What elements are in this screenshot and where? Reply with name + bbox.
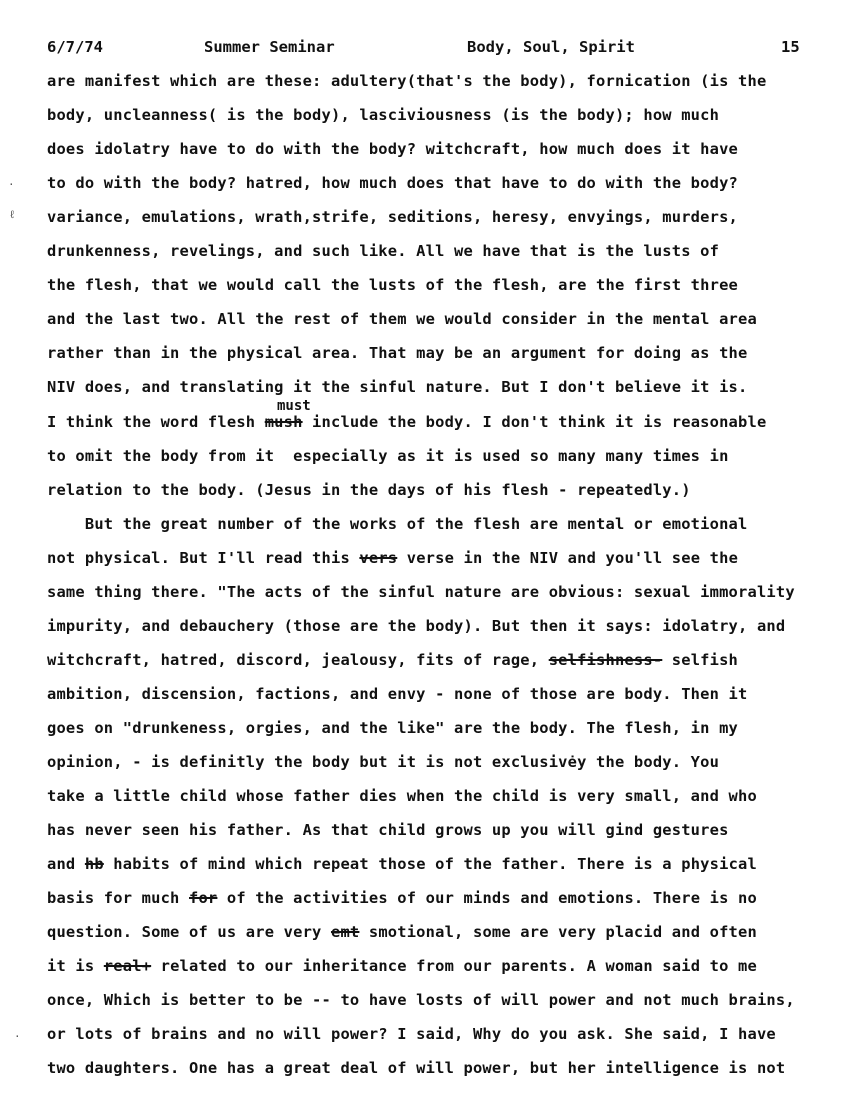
text-line: [47, 310, 757, 328]
handwritten-insertion: must: [277, 398, 311, 414]
line-text: impurity, and debauchery (those are the body). But then it says: idolatry, and: [47, 616, 786, 635]
line-text: to omit the body from it especially as it is used so many many times in: [47, 446, 729, 465]
line-text: ambition, discension, factions, and envy - none of those are body. Then it: [47, 684, 748, 703]
line-text: it is: [47, 957, 104, 976]
line-text: related to our inheritance from our parents. A woman said to me: [151, 957, 757, 976]
line-text: variance, emulations, wrath,strife, seditions, heresy, envyings, murders,: [47, 208, 739, 227]
line-text: include the body. I don't think it is reasonable: [302, 412, 767, 431]
text-line: [47, 515, 747, 533]
line-text: But the great number of the works of the flesh are mental or emotional: [47, 514, 748, 533]
text-line: [47, 787, 757, 805]
struck-text: vers: [359, 548, 398, 567]
text-line: [47, 991, 795, 1009]
line-text: has never seen his father. As that child grows up you will gind gestures: [47, 821, 729, 840]
text-line: [47, 1025, 776, 1043]
header-seminar: Summer Seminar: [204, 38, 335, 56]
header-page-number: 15: [781, 38, 800, 56]
text-line: [47, 481, 691, 499]
text-line: [47, 72, 766, 90]
text-line: [47, 413, 766, 431]
text-line: [47, 242, 719, 260]
text-line: [47, 549, 738, 567]
margin-mark: ·: [14, 1030, 21, 1043]
text-line: [47, 208, 738, 226]
line-text: I think the word flesh: [47, 412, 265, 431]
line-text: and: [47, 855, 85, 874]
line-text: not physical. But I'll read this: [47, 548, 360, 567]
line-text: body, uncleanness( is the body), lasciviousness (is the body); how much: [47, 106, 720, 125]
text-line: [47, 753, 719, 771]
line-text: selfish: [662, 650, 739, 669]
struck-text: mush: [264, 412, 303, 431]
line-text: goes on "drunkeness, orgies, and the like" are the body. The flesh, in my: [47, 718, 739, 737]
struck-text: for: [189, 889, 218, 908]
struck-text: emt: [330, 923, 360, 942]
struck-text: hb: [84, 855, 104, 874]
text-line: [47, 583, 795, 601]
line-text: the flesh, that we would call the lusts of the flesh, are the first three: [47, 276, 739, 295]
line-text: opinion, - is definitly the body but it is not exclusivėy the body. You: [47, 753, 720, 771]
line-text: habits of mind which repeat those of the father. There is a physical: [103, 855, 757, 874]
struck-text: real+: [103, 957, 152, 976]
text-line: [47, 1059, 785, 1077]
line-text: verse in the NIV and you'll see the: [397, 548, 739, 567]
text-line: [47, 719, 738, 737]
text-line: [47, 344, 747, 362]
line-text: does idolatry have to do with the body? witchcraft, how much does it have: [47, 140, 739, 159]
line-text: smotional, some are very placid and often: [359, 923, 757, 942]
line-text: witchcraft, hatred, discord, jealousy, fits of rage,: [47, 650, 549, 669]
text-line: [47, 617, 785, 635]
line-text: drunkenness, revelings, and such like. All we have that is the lusts of: [47, 242, 720, 261]
text-line: [47, 140, 738, 158]
line-text: and the last two. All the rest of them we would consider in the mental area: [47, 310, 757, 329]
text-line: [47, 651, 738, 669]
text-line: [47, 276, 738, 294]
text-line: [47, 106, 719, 124]
margin-mark: ·: [8, 178, 15, 191]
line-text: once, Which is better to be -- to have losts of will power and not much brains,: [47, 991, 795, 1010]
header-date: 6/7/74: [47, 38, 103, 56]
text-line: [47, 378, 747, 396]
line-text: NIV does, and translating it the sinful nature. But I don't believe it is.: [47, 378, 748, 397]
text-line: [47, 447, 729, 465]
line-text: two daughters. One has a great deal of will power, but her intelligence is not: [47, 1059, 786, 1078]
line-text: basis for much: [47, 889, 189, 908]
text-line: [47, 957, 757, 975]
page-header: [0, 38, 848, 60]
text-line: [47, 923, 757, 941]
margin-mark: ℓ: [9, 208, 16, 221]
text-line: [47, 821, 729, 839]
line-text: same thing there. "The acts of the sinful nature are obvious: sexual immorality: [47, 582, 795, 601]
text-line: [47, 889, 757, 907]
header-topic: Body, Soul, Spirit: [467, 38, 635, 56]
line-text: of the activities of our minds and emotions. There is no: [217, 889, 757, 908]
text-line: [47, 685, 747, 703]
line-text: rather than in the physical area. That may be an argument for doing as the: [47, 344, 748, 363]
line-text: or lots of brains and no will power? I said, Why do you ask. She said, I have: [47, 1025, 776, 1044]
line-text: relation to the body. (Jesus in the days of his flesh - repeatedly.): [47, 480, 691, 499]
line-text: are manifest which are these: adultery(that's the body), fornication (is the: [47, 72, 767, 90]
line-text: take a little child whose father dies when the child is very small, and who: [47, 787, 757, 806]
text-line: [47, 855, 757, 873]
line-text: question. Some of us are very: [47, 923, 331, 942]
text-line: [47, 174, 738, 192]
line-text: to do with the body? hatred, how much does that have to do with the body?: [47, 174, 739, 193]
struck-text: selfishness-: [548, 650, 663, 669]
